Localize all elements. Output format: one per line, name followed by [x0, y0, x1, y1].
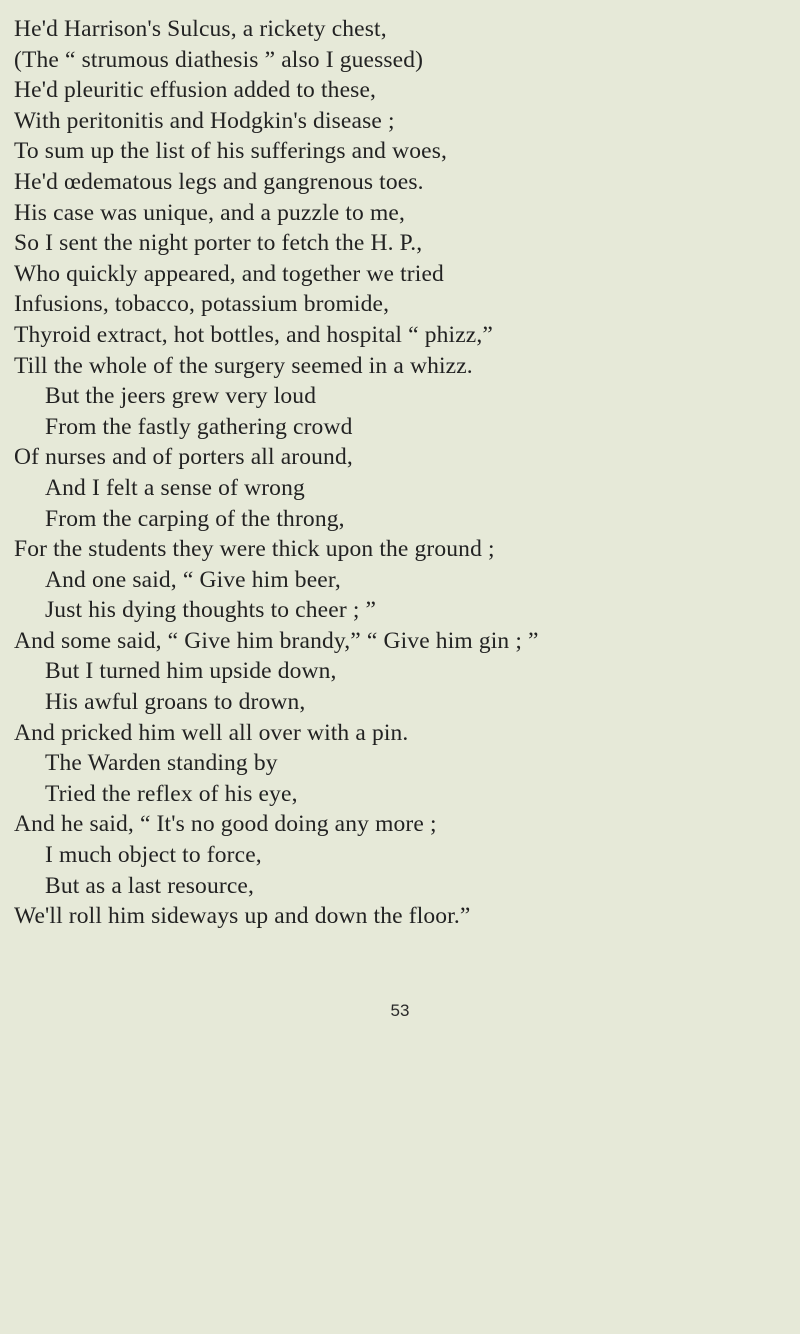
- poem-line: (The “ strumous diathesis ” also I guessed): [14, 46, 424, 73]
- poem-line: And pricked him well all over with a pin.: [14, 719, 409, 746]
- poem-line: Who quickly appeared, and together we tried: [14, 260, 444, 287]
- poem-line: From the fastly gathering crowd: [45, 413, 353, 440]
- page-number: 53: [390, 1001, 410, 1020]
- poem-line: The Warden standing by: [45, 750, 278, 777]
- poem-line: With peritonitis and Hodgkin's disease ;: [14, 107, 395, 134]
- poem-line: Tried the reflex of his eye,: [45, 780, 298, 807]
- poem-line: Of nurses and of porters all around,: [14, 444, 353, 471]
- poem-line: But I turned him upside down,: [45, 658, 337, 685]
- poem-line: And he said, “ It's no good doing any more ;: [14, 811, 437, 838]
- poem-line: And I felt a sense of wrong: [45, 474, 305, 501]
- poem-line: Just his dying thoughts to cheer ; ”: [45, 597, 377, 624]
- poem-line: To sum up the list of his sufferings and woes,: [14, 138, 448, 165]
- poem-line: His awful groans to drown,: [45, 689, 306, 716]
- poem-line: From the carping of the throng,: [45, 505, 345, 532]
- poem-line: So I sent the night porter to fetch the H. P.,: [14, 230, 423, 257]
- poem-line: He'd Harrison's Sulcus, a rickety chest,: [14, 16, 387, 42]
- poem-line: Till the whole of the surgery seemed in a whizz.: [14, 352, 473, 379]
- poem-line: Infusions, tobacco, potassium bromide,: [14, 291, 390, 318]
- poem-line: And some said, “ Give him brandy,” “ Give him gin ; ”: [14, 627, 539, 654]
- poem-line: We'll roll him sideways up and down the floor.”: [14, 903, 471, 930]
- poem-text: [14, 14, 794, 932]
- poem-line: I much object to force,: [45, 842, 262, 869]
- poem-line: For the students they were thick upon the ground ;: [14, 536, 495, 563]
- poem-line: His case was unique, and a puzzle to me,: [14, 199, 406, 226]
- poem-line: But the jeers grew very loud: [45, 383, 317, 410]
- poem-line: Thyroid extract, hot bottles, and hospital “ phizz,”: [14, 321, 493, 348]
- poem-line: And one said, “ Give him beer,: [45, 566, 341, 593]
- poem-line: He'd œdematous legs and gangrenous toes.: [14, 168, 424, 195]
- poem-line: But as a last resource,: [45, 872, 255, 899]
- poem-line: He'd pleuritic effusion added to these,: [14, 77, 377, 104]
